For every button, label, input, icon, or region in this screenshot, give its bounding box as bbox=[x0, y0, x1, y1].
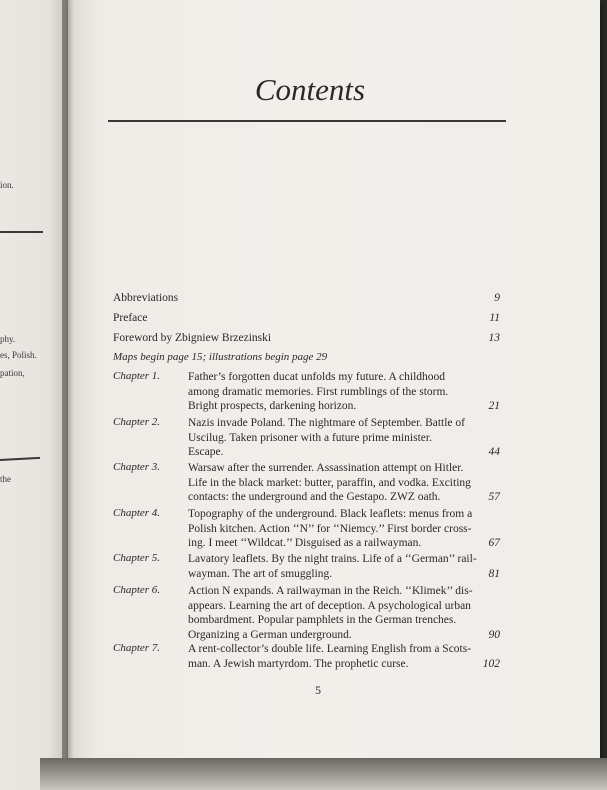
summary-line: Action N expands. A railwayman in the Reich. ‘‘Klimek’’ dis- bbox=[188, 585, 473, 597]
chapter-summary bbox=[188, 461, 500, 505]
summary-line-last bbox=[188, 657, 500, 672]
facing-page-fragment: es, Polish. bbox=[0, 350, 37, 360]
summary-line: Polish kitchen. Action ‘‘N’’ for ‘‘Niemcy.’’ First border cross- bbox=[188, 522, 472, 535]
chapter-page: 90 bbox=[488, 628, 500, 641]
summary-line: Father’s forgotten ducat unfolds my future. A childhood bbox=[188, 371, 446, 383]
facing-page-fragment: ion. bbox=[0, 180, 14, 190]
toc-entry-preface bbox=[113, 312, 500, 324]
chapter-label: Chapter 1. bbox=[113, 370, 161, 382]
summary-line: man. A Jewish martyrdom. The prophetic curse. bbox=[188, 657, 409, 670]
toc-entry-label: Abbreviations bbox=[113, 292, 179, 304]
chapter-label: Chapter 3. bbox=[113, 461, 161, 473]
book-gutter bbox=[62, 0, 74, 790]
summary-line: A rent-collector’s double life. Learning English from a Scots- bbox=[188, 643, 472, 655]
summary-line: among dramatic memories. First rumblings of the storm. bbox=[188, 385, 449, 398]
chapter-label: Chapter 6. bbox=[113, 584, 161, 596]
summary-line-last bbox=[188, 628, 500, 643]
summary-line: Uscilug. Taken prisoner with a future prime minister. bbox=[188, 431, 432, 444]
summary-line-last bbox=[188, 536, 500, 551]
summary-line: Lavatory leaflets. By the night trains. Life of a ‘‘German’’ rail- bbox=[188, 553, 477, 565]
summary-line: Life in the black market: butter, paraffin, and vodka. Exciting bbox=[188, 476, 471, 489]
summary-line: Nazis invade Poland. The nightmare of September. Battle of bbox=[188, 417, 465, 429]
chapter-summary bbox=[188, 552, 500, 581]
chapter-label: Chapter 7. bbox=[113, 642, 161, 654]
chapter-summary bbox=[188, 370, 500, 414]
summary-line: Topography of the underground. Black leaflets: menus from a bbox=[188, 508, 473, 520]
summary-line-last bbox=[188, 445, 500, 460]
chapter-page: 21 bbox=[488, 400, 500, 412]
facing-page-fragment: the bbox=[0, 474, 11, 484]
title-rule bbox=[108, 120, 506, 122]
facing-page-fragment: phy. bbox=[0, 334, 16, 344]
toc-entry-page: 11 bbox=[489, 312, 500, 324]
facing-page-rule bbox=[0, 231, 43, 233]
summary-line: wayman. The art of smuggling. bbox=[188, 567, 333, 580]
page-title: Contents bbox=[254, 72, 366, 107]
chapter-page: 57 bbox=[488, 491, 500, 503]
chapter-page: 81 bbox=[488, 567, 500, 580]
chapter-page: 44 bbox=[488, 446, 500, 458]
facing-page-rule bbox=[0, 457, 40, 461]
summary-line-last bbox=[188, 567, 500, 582]
chapter-summary bbox=[188, 642, 500, 671]
chapter-summary bbox=[188, 584, 500, 642]
summary-line: ing. I meet ‘‘Wildcat.’’ Disguised as a railwayman. bbox=[188, 537, 422, 549]
toc-entry-foreword bbox=[113, 332, 500, 344]
toc-entry-page: 13 bbox=[488, 332, 500, 344]
toc-entry-abbreviations bbox=[113, 292, 500, 304]
page-number: 5 bbox=[315, 683, 321, 697]
facing-page-fragment: pation, bbox=[0, 368, 25, 378]
summary-line: Organizing a German underground. bbox=[188, 628, 352, 641]
chapter-summary bbox=[188, 507, 500, 551]
book-edge bbox=[40, 758, 607, 790]
summary-line-last bbox=[188, 399, 500, 414]
maps-note: Maps begin page 15; illustrations begin page 29 bbox=[113, 351, 328, 363]
summary-line: appears. Learning the art of deception. A psychological urban bbox=[188, 599, 471, 612]
chapter-summary bbox=[188, 416, 500, 460]
toc-entry-label: Preface bbox=[113, 312, 148, 324]
summary-line: bombardment. Popular pamphlets in the German trenches. bbox=[188, 614, 457, 626]
chapter-label: Chapter 2. bbox=[113, 416, 161, 428]
summary-line-last bbox=[188, 490, 500, 505]
toc-entry-label: Foreword by Zbigniew Brzezinski bbox=[113, 332, 272, 344]
chapter-page: 102 bbox=[482, 657, 500, 670]
toc-entry-page: 9 bbox=[494, 292, 500, 304]
summary-line: Escape. bbox=[188, 446, 224, 458]
chapter-page: 67 bbox=[488, 537, 500, 549]
summary-line: Bright prospects, darkening horizon. bbox=[188, 400, 357, 412]
summary-line: contacts: the underground and the Gestapo. ZWZ oath. bbox=[188, 491, 441, 503]
facing-page bbox=[0, 0, 68, 790]
chapter-label: Chapter 5. bbox=[113, 552, 161, 564]
chapter-label: Chapter 4. bbox=[113, 507, 161, 519]
summary-line: Warsaw after the surrender. Assassination attempt on Hitler. bbox=[188, 462, 464, 474]
